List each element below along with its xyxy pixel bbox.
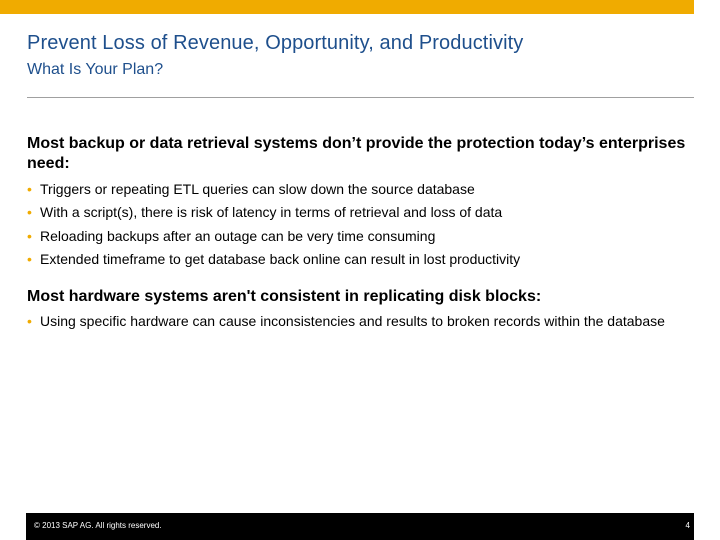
page-number: 4 xyxy=(685,521,690,530)
bullet-icon: • xyxy=(27,227,32,244)
slide-subtitle: What Is Your Plan? xyxy=(27,61,164,78)
section-heading-backup: Most backup or data retrieval systems don’t provide the protection today’s enterprises need: xyxy=(27,135,686,172)
bullet-icon: • xyxy=(27,250,32,267)
list-item xyxy=(27,225,687,248)
list-item xyxy=(27,248,687,271)
bullet-text: Using specific hardware can cause inconsistencies and results to broken records within the database xyxy=(40,313,665,329)
bullet-list-backup xyxy=(27,178,687,271)
list-item xyxy=(27,178,687,201)
list-item xyxy=(27,312,667,331)
bullet-icon: • xyxy=(27,181,32,197)
bullet-text: Reloading backups after an outage can be very time consuming xyxy=(40,227,436,244)
copyright-text: © 2013 SAP AG. All rights reserved. xyxy=(34,521,162,530)
slide-title: Prevent Loss of Revenue, Opportunity, and Productivity xyxy=(27,32,524,54)
bullet-icon: • xyxy=(27,313,32,329)
section-heading-hardware: Most hardware systems aren't consistent in replicating disk blocks: xyxy=(27,288,542,305)
top-accent-bar xyxy=(0,0,694,14)
title-divider xyxy=(27,97,694,98)
footer-bar xyxy=(26,513,694,540)
bullet-text: Extended timeframe to get database back online can result in lost productivity xyxy=(40,250,521,267)
bullet-text: With a script(s), there is risk of latency in terms of retrieval and loss of data xyxy=(40,204,503,221)
list-item xyxy=(27,201,687,224)
bullet-icon: • xyxy=(27,204,32,221)
bullet-list-hardware xyxy=(27,312,667,331)
bullet-text: Triggers or repeating ETL queries can slow down the source database xyxy=(40,181,475,197)
